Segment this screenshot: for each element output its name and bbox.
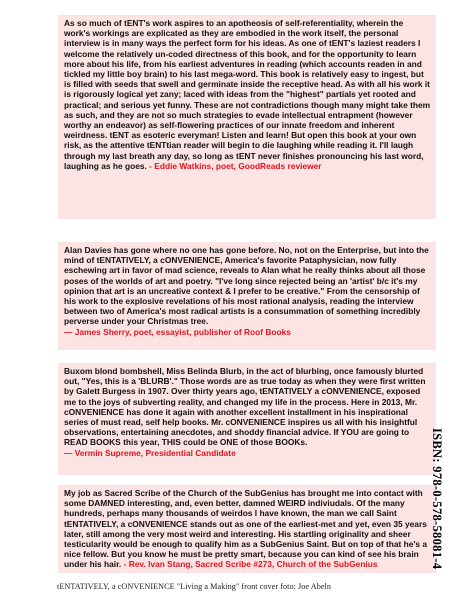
isbn-label: ISBN: 978-0-578-58081-4	[430, 428, 444, 570]
blurb-vermin-supreme	[58, 363, 436, 475]
blurb-ivan-stang	[58, 485, 436, 573]
blurb-text	[64, 366, 431, 458]
blurb-text	[64, 245, 431, 337]
blurb-text	[64, 18, 431, 171]
blurb-attribution: - Rev. Ivan Stang, Sacred Scribe #273, Church of the SubGenius	[123, 559, 378, 570]
blurb-attribution: - Eddie Watkins, poet, GoodReads reviewer	[149, 160, 322, 171]
cover-photo-credit: tENTATIVELY, a cONVENIENCE "Living a Making" front cover foto: Joe Abeln	[57, 582, 332, 591]
blurb-body: Alan Davies has gone where no one has gone before. No, not on the Enterprise, but into the mind of tENTATIVELY, a cONVENIENCE, America's favorite Pataphysician, now fully eschewing art in favor of mad science, reveals to Alan what he really thinks about all those poses of the worlds of art and poetry. "I've long since rejected being an 'artist' b/c it's my opinion that art is an uncreative context & I prefer to be creative." From the censorship of his work to the explosive revelations of his most rational analysis, reading the interview between two of America's most radical artists is a consummation of something incredibly perverse under your Christmas tree.	[64, 245, 429, 327]
blurb-james-sherry	[58, 242, 436, 350]
blurb-attribution: — Vermin Supreme, Presidential Candidate	[64, 447, 236, 458]
blurb-attribution: — James Sherry, poet, essayist, publisher of Roof Books	[64, 326, 291, 337]
blurb-eddie-watkins	[58, 15, 436, 219]
blurb-body: My job as Sacred Scribe of the Church of the SubGenius has brought me into contact with some DAMNED interesting, and, even better, damned WEIRD indiviudals. Of the many hundreds, perhaps many thousands of weirdos I have known, the man we call Saint tENTATIVELY, a cONVENIENCE stands out as one of the earliest-met and yet, even 35 years later, still among the very most weird and interesting. His startling originality and sheer testicularity would be enough to qualify him as a SubGenius Saint. But on top of that he's a nice fellow. But you know he must be pretty smart, because you can kind of see his brain under his hair.	[64, 488, 428, 570]
blurb-body: Buxom blond bombshell, Miss Belinda Blurb, in the act of blurbing, once famously blurted out, "Yes, this is a 'BLURB'." Those words are as true today as when they were first written by Galett Burgess in 1907. Over thirty years ago, tENTATIVELY a cONVENIENCE, exposed me to the joys of subverting reality, and changed my life in the process. Here in 2013, Mr. cONVENIENCE has done it again with another excellent installment in his inspirational series of must read, self help books. Mr. cONVENIENCE inspires us all with his insightful observations, entertaining anecdotes, and shoddy financial advice. If YOU are going to READ BOOKS this year, THIS could be ONE of those BOOKs.	[64, 366, 426, 448]
blurb-body: As so much of tENT's work aspires to an apotheosis of self-referentiality, wherein the work's workings are explicated as they are embodied in the work itself, the personal interview is in many ways the perfect form for his ideas. As one of tENT's laziest readers I welcome the relatively un-coded directness of this book, and for the opportunity to learn more about his life, from his earliest adventures in reading (which accounts readen in and tickled my little boy brain) to his last mega-word. This book is relatively easy to ingest, but is filled with seeds that swell and germinate inside the receptive head. As with all his work it is rigorously logical yet zany; laced with ideas from the "highest" partials yet rooted and practical; and serious yet funny. These are not contradictions though many might take them as such, and they are not so much strategies to evade intellectual entrapment (however worthy an endeavor) as self-flowering practices of our innate freedom and inherent weirdness. tENT as esoteric everyman! Listen and learn! But open this book at your own risk, as the attentive tENTtian reader will begin to die laughing while reading it. I'll laugh through my last breath any day, so long as tENT never finishes pronouncing his last word, laughing as he goes.	[64, 18, 431, 171]
blurb-text	[64, 488, 431, 570]
